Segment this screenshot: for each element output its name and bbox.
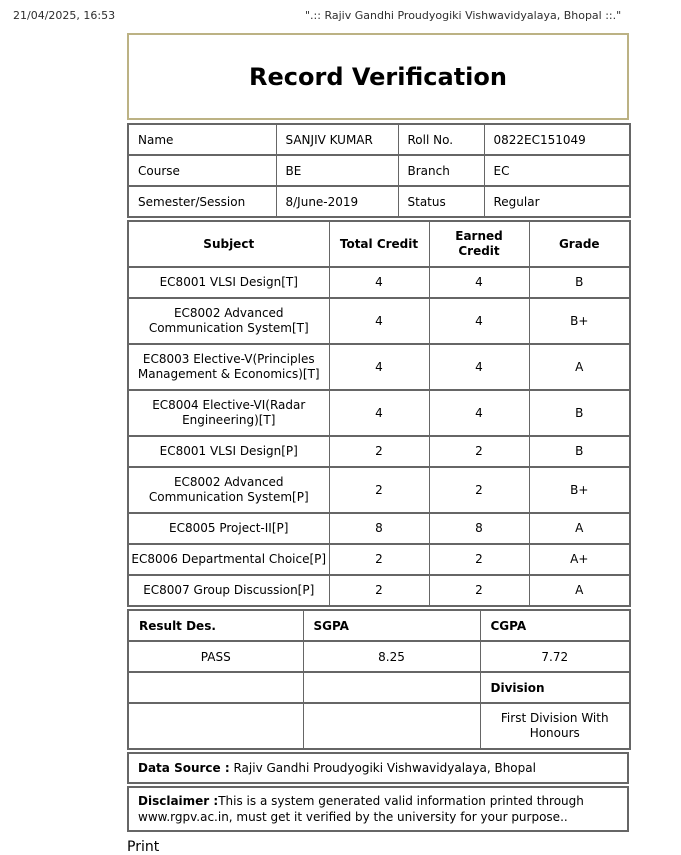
table-row	[128, 298, 630, 344]
subject-cell: EC8003 Elective-V(Principles Management & Economics)[T]	[128, 344, 329, 390]
student-info-table	[127, 123, 631, 218]
disclaimer-cell	[128, 787, 628, 831]
grade-cell: B+	[529, 467, 630, 513]
grade-cell: A+	[529, 544, 630, 575]
result-des-value: PASS	[128, 641, 303, 672]
earned-credit-cell: 2	[429, 544, 529, 575]
total-credit-cell: 2	[329, 575, 429, 606]
result-table	[127, 609, 631, 750]
table-row	[128, 753, 628, 783]
earned-credit-cell: 4	[429, 390, 529, 436]
earned-credit-cell: 8	[429, 513, 529, 544]
earned-credit-cell: 4	[429, 344, 529, 390]
earned-credit-cell: 2	[429, 467, 529, 513]
semester-label: Semester/Session	[128, 186, 276, 217]
semester-value: 8/June-2019	[276, 186, 398, 217]
disclaimer-value: This is a system generated valid information printed through www.rgpv.ac.in, must get it verified by the university for your purpose..	[138, 794, 584, 824]
total-credit-cell: 2	[329, 436, 429, 467]
table-row	[128, 641, 630, 672]
table-row	[128, 344, 630, 390]
table-row	[128, 787, 628, 831]
rollno-label: Roll No.	[398, 124, 484, 155]
title-box	[127, 33, 629, 120]
earned-credit-cell: 4	[429, 298, 529, 344]
grade-cell: B	[529, 390, 630, 436]
subject-cell: EC8001 VLSI Design[P]	[128, 436, 329, 467]
earned-credit-cell: 4	[429, 267, 529, 298]
marks-table	[127, 220, 631, 607]
table-row	[128, 575, 630, 606]
table-row	[128, 186, 630, 217]
subject-cell: EC8006 Departmental Choice[P]	[128, 544, 329, 575]
total-credit-cell: 8	[329, 513, 429, 544]
print-header-page-title: ".:: Rajiv Gandhi Proudyogiki Vishwavidyalaya, Bhopal ::."	[305, 9, 622, 22]
name-label: Name	[128, 124, 276, 155]
result-des-header: Result Des.	[128, 610, 303, 641]
total-credit-cell: 2	[329, 544, 429, 575]
course-value: BE	[276, 155, 398, 186]
table-row	[128, 124, 630, 155]
table-row	[128, 544, 630, 575]
table-row	[128, 267, 630, 298]
grade-cell: B+	[529, 298, 630, 344]
table-row	[128, 703, 630, 749]
record-verification-sheet	[127, 33, 629, 855]
name-value: SANJIV KUMAR	[276, 124, 398, 155]
subject-header: Subject	[128, 221, 329, 267]
subject-cell: EC8001 VLSI Design[T]	[128, 267, 329, 298]
subject-cell: EC8002 Advanced Communication System[P]	[128, 467, 329, 513]
table-row	[128, 155, 630, 186]
empty-cell	[303, 703, 480, 749]
sgpa-value: 8.25	[303, 641, 480, 672]
data-source-cell	[128, 753, 628, 783]
division-label: Division	[480, 672, 630, 703]
total-credit-cell: 2	[329, 467, 429, 513]
total-credit-cell: 4	[329, 267, 429, 298]
table-row	[128, 467, 630, 513]
earned-credit-header-text: Earned Credit	[455, 229, 503, 258]
total-credit-cell: 4	[329, 390, 429, 436]
empty-cell	[128, 672, 303, 703]
table-row	[128, 436, 630, 467]
subject-cell: EC8007 Group Discussion[P]	[128, 575, 329, 606]
table-header-row	[128, 221, 630, 267]
course-label: Course	[128, 155, 276, 186]
disclaimer-label: Disclaimer :	[138, 794, 219, 808]
grade-header: Grade	[529, 221, 630, 267]
total-credit-cell: 4	[329, 298, 429, 344]
subject-cell: EC8004 Elective-VI(Radar Engineering)[T]	[128, 390, 329, 436]
total-credit-cell: 4	[329, 344, 429, 390]
grade-cell: B	[529, 267, 630, 298]
table-row	[128, 513, 630, 544]
empty-cell	[303, 672, 480, 703]
cgpa-value: 7.72	[480, 641, 630, 672]
earned-credit-header	[429, 221, 529, 267]
table-header-row	[128, 610, 630, 641]
data-source-label: Data Source :	[138, 761, 230, 775]
cgpa-header: CGPA	[480, 610, 630, 641]
empty-cell	[128, 703, 303, 749]
branch-label: Branch	[398, 155, 484, 186]
total-credit-header: Total Credit	[329, 221, 429, 267]
grade-cell: B	[529, 436, 630, 467]
sgpa-header: SGPA	[303, 610, 480, 641]
data-source-value: Rajiv Gandhi Proudyogiki Vishwavidyalaya, Bhopal	[233, 761, 536, 775]
print-header-datetime: 21/04/2025, 16:53	[13, 9, 116, 22]
earned-credit-cell: 2	[429, 575, 529, 606]
print-button[interactable]: Print	[127, 839, 160, 855]
status-label: Status	[398, 186, 484, 217]
data-source-table	[127, 752, 629, 784]
rollno-value: 0822EC151049	[484, 124, 630, 155]
status-value: Regular	[484, 186, 630, 217]
subject-cell: EC8002 Advanced Communication System[T]	[128, 298, 329, 344]
branch-value: EC	[484, 155, 630, 186]
disclaimer-table	[127, 786, 629, 832]
table-row	[128, 672, 630, 703]
division-value: First Division With Honours	[480, 703, 630, 749]
grade-cell: A	[529, 513, 630, 544]
grade-cell: A	[529, 344, 630, 390]
table-row	[128, 390, 630, 436]
page-title: Record Verification	[249, 62, 507, 91]
grade-cell: A	[529, 575, 630, 606]
earned-credit-cell: 2	[429, 436, 529, 467]
subject-cell: EC8005 Project-II[P]	[128, 513, 329, 544]
